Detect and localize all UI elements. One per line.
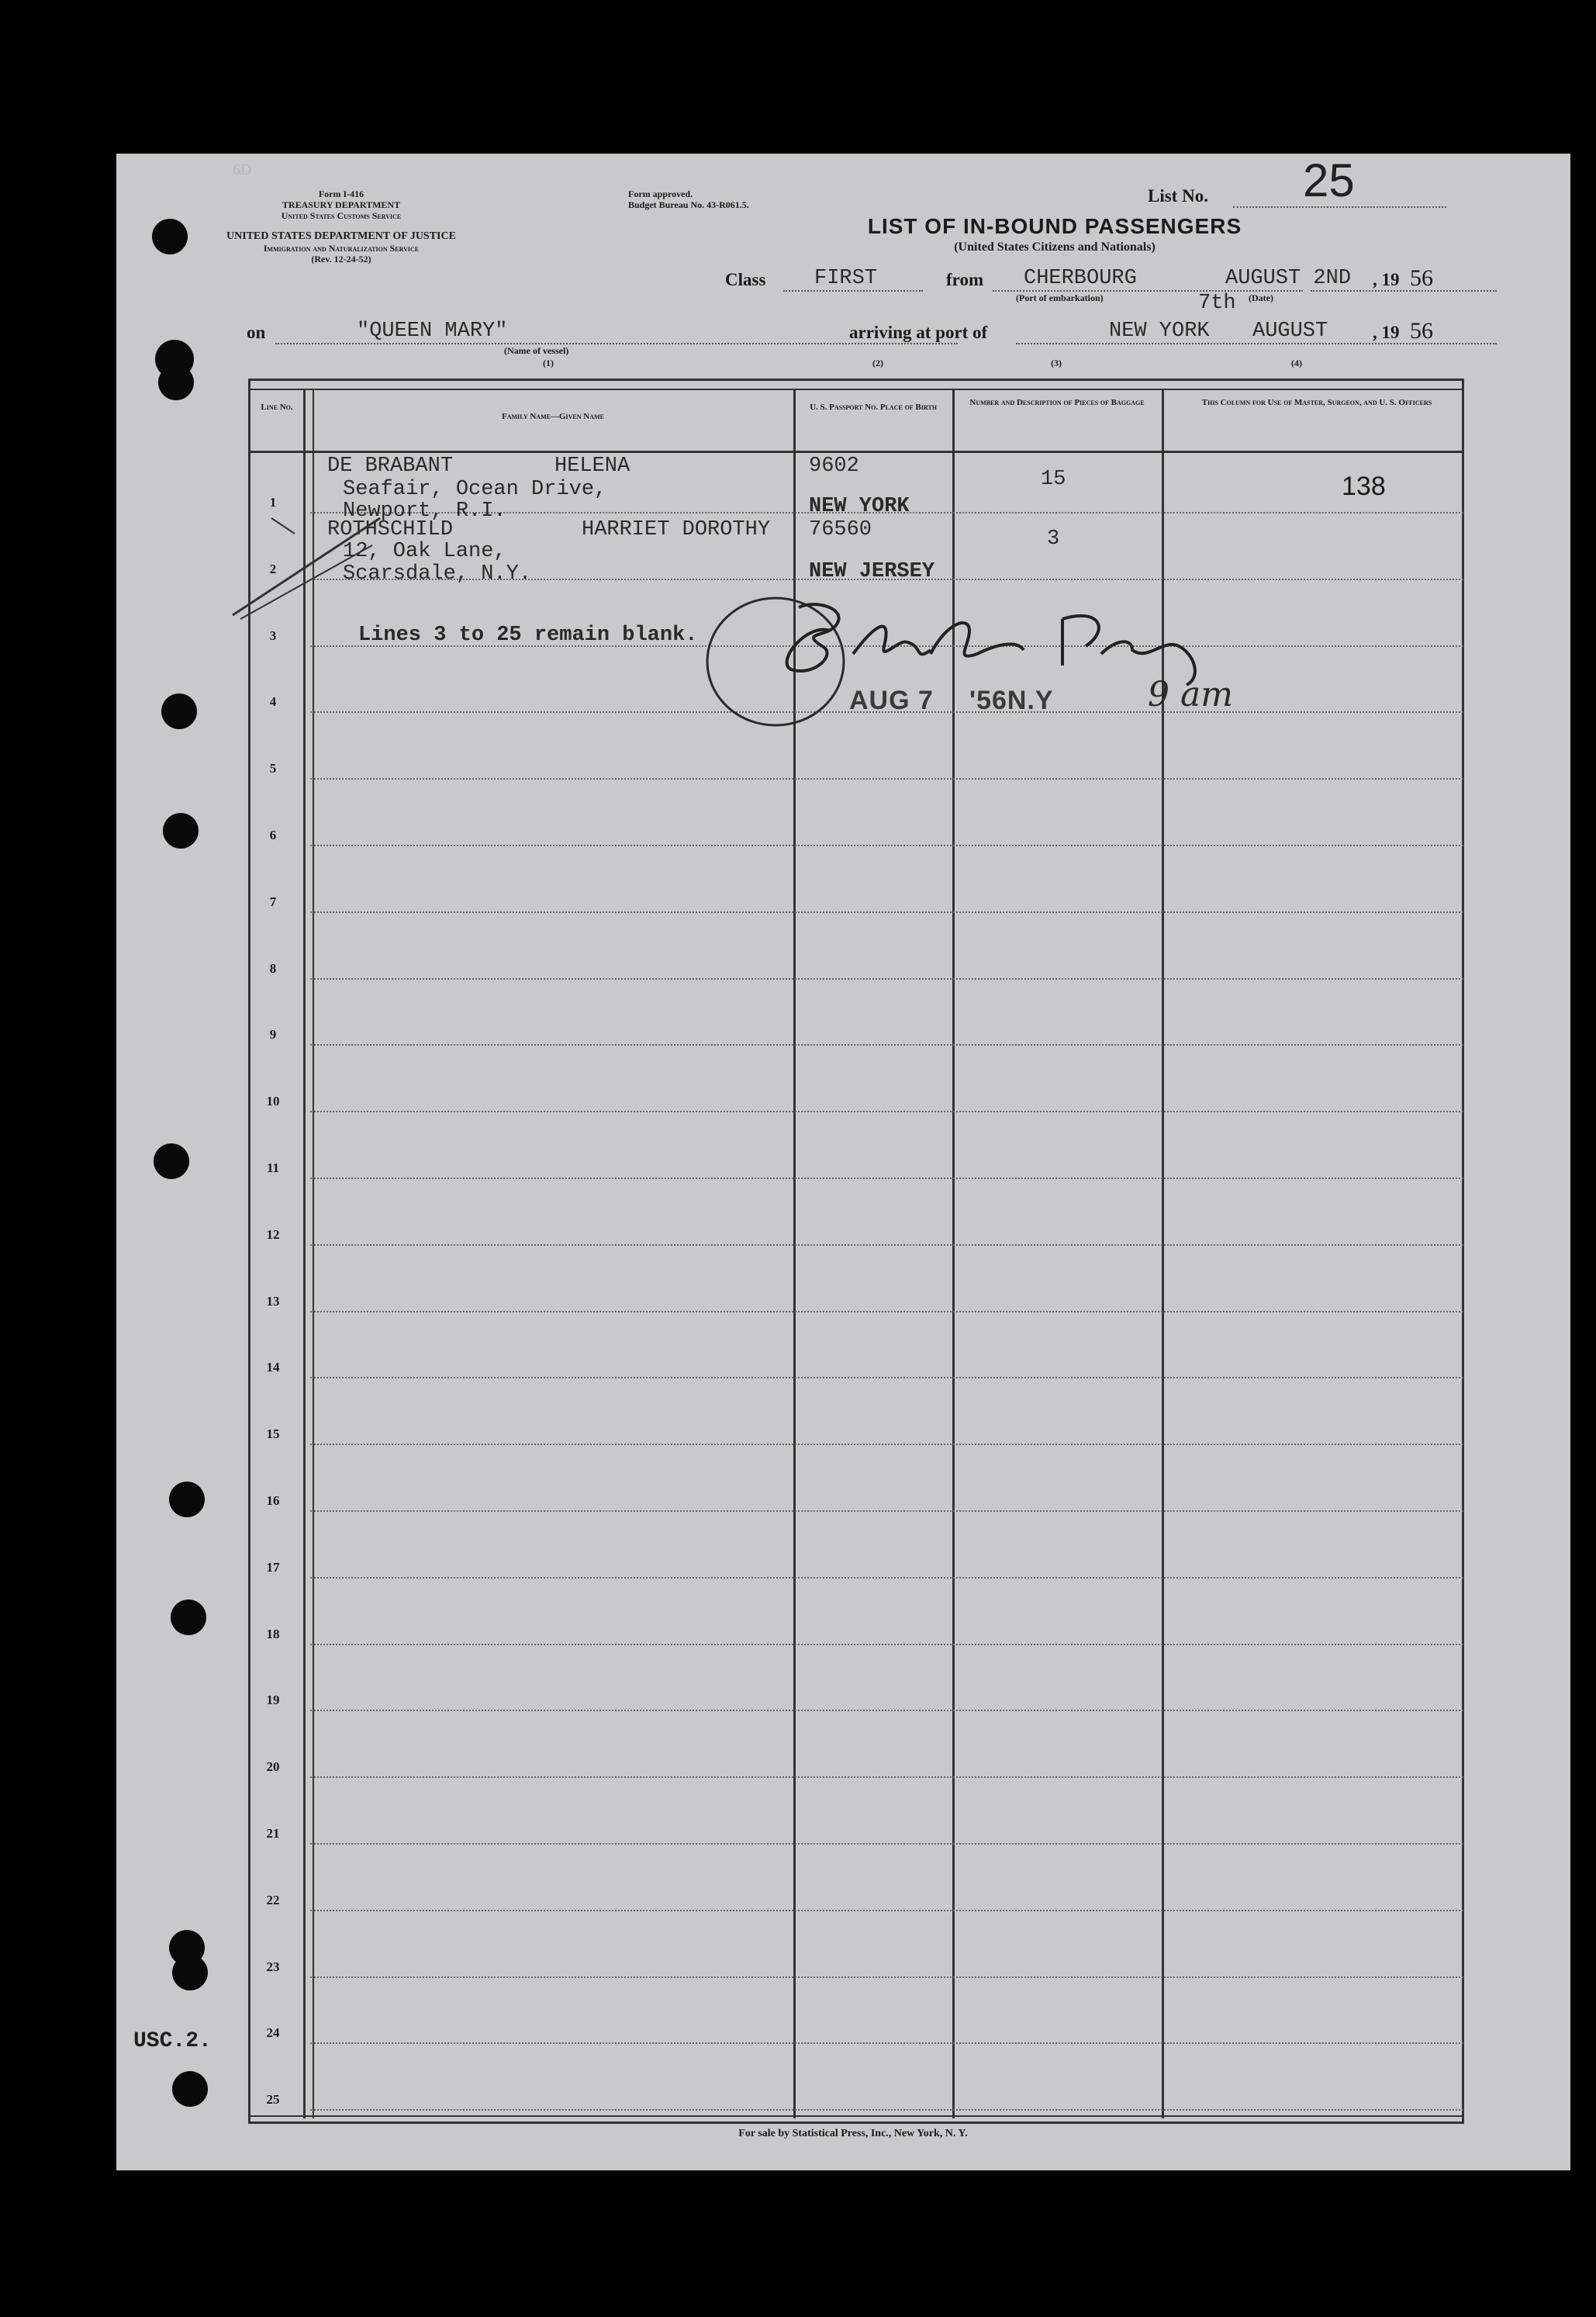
line-number: 23 xyxy=(266,1959,280,1974)
table-row-line xyxy=(310,1178,1463,1179)
vessel-name: "QUEEN MARY" xyxy=(357,320,508,343)
header-baggage: Number and Description of Pieces of Baggage xyxy=(969,398,1145,407)
binder-hole xyxy=(169,1482,205,1517)
side-label: USC.2. xyxy=(133,2029,212,2053)
table-row-line xyxy=(310,1311,1463,1312)
budget-bureau: Budget Bureau No. 43-R061.5. xyxy=(628,199,749,210)
header-officers: This Column for Use of Master, Surgeon, and U. S. Officers xyxy=(1201,398,1432,407)
arrive-month: AUGUST xyxy=(1252,320,1328,343)
line-number: 13 xyxy=(266,1293,280,1309)
arriving-label: arriving at port of xyxy=(849,323,988,342)
table-row-line xyxy=(310,1444,1463,1445)
table-row-line xyxy=(310,1577,1463,1579)
binder-hole xyxy=(172,1955,208,1990)
form-number: Form I-416 xyxy=(318,188,364,199)
form-title: LIST OF IN-BOUND PASSENGERS xyxy=(867,214,1242,238)
binder-hole xyxy=(171,1599,206,1635)
header-passport: U. S. Passport No. Place of Birth xyxy=(810,403,937,412)
line-number: 6 xyxy=(269,828,277,842)
class-line xyxy=(783,290,923,292)
passenger-2-addr1: 12, Oak Lane, xyxy=(343,540,506,563)
passenger-1-given: HELENA xyxy=(554,455,630,478)
passenger-1-birth: NEW YORK xyxy=(809,495,910,518)
line-number: 5 xyxy=(269,761,277,776)
line-number: 15 xyxy=(266,1427,280,1442)
list-no-value: 25 xyxy=(1303,154,1355,206)
binder-hole xyxy=(161,693,197,729)
date-line xyxy=(1311,290,1497,292)
col-2-caption: (2) xyxy=(872,358,883,368)
form-approved: Form approved. xyxy=(628,188,693,199)
col-4-caption: (4) xyxy=(1291,358,1302,368)
passenger-2-family: ROTHSCHILD xyxy=(327,518,454,541)
arrive-port: NEW YORK xyxy=(1109,320,1210,343)
date-caption: (Date) xyxy=(1249,292,1273,303)
port-caption: (Port of embarkation) xyxy=(1016,292,1104,303)
from-label: from xyxy=(946,270,984,289)
table-row-line xyxy=(310,1843,1463,1845)
table-row-line xyxy=(310,1044,1463,1046)
table-row-line xyxy=(310,778,1463,780)
passenger-2-passport: 76560 xyxy=(809,518,872,541)
col-divider-1b xyxy=(313,389,314,2118)
passenger-1-addr1: Seafair, Ocean Drive, xyxy=(343,478,607,501)
line-number: 24 xyxy=(266,2025,280,2041)
blank-lines-note: Lines 3 to 25 remain blank. xyxy=(358,624,698,647)
line-number: 18 xyxy=(266,1626,280,1641)
line-number: 3 xyxy=(269,628,277,643)
line-number: 11 xyxy=(266,1160,280,1175)
line-number: 10 xyxy=(266,1094,280,1109)
year-prefix-1: , 19 xyxy=(1373,270,1400,289)
manifest-page xyxy=(116,154,1570,2170)
col-3-caption: (3) xyxy=(1051,358,1062,368)
table-row-line xyxy=(310,1910,1463,1911)
ins-service: Immigration and Naturalization Service xyxy=(263,243,420,254)
col-divider-1 xyxy=(303,389,306,2118)
table-row-line xyxy=(310,2109,1463,2111)
list-no-label: List No. xyxy=(1148,186,1208,206)
passenger-2-birth: NEW JERSEY xyxy=(809,560,935,583)
table-row-line xyxy=(310,845,1463,846)
table-row-line xyxy=(310,1776,1463,1778)
passenger-1-passport: 9602 xyxy=(809,455,859,478)
line-number: 14 xyxy=(266,1360,280,1375)
class-value: FIRST xyxy=(814,267,878,290)
table-row-line xyxy=(310,978,1463,980)
binder-hole xyxy=(172,2071,208,2107)
line-number: 7 xyxy=(269,894,277,909)
year-value-1: 56 xyxy=(1410,265,1433,291)
passenger-2-addr2: Scarsdale, N.Y. xyxy=(343,562,532,586)
line-number: 19 xyxy=(266,1693,280,1708)
line-number: 12 xyxy=(266,1226,280,1242)
table-row-line xyxy=(310,1710,1463,1711)
passenger-2-given: HARRIET DOROTHY xyxy=(582,518,771,541)
corner-mark: 6D xyxy=(233,161,252,178)
passenger-2-baggage: 3 xyxy=(1047,527,1060,551)
table-bottom-rule xyxy=(250,2115,1462,2117)
table-row-line xyxy=(310,1377,1463,1378)
line-number: 8 xyxy=(269,960,277,976)
customs-service: United States Customs Service xyxy=(281,210,402,221)
header-rule xyxy=(250,451,1462,453)
from-value: CHERBOURG xyxy=(1024,267,1137,290)
arrive-day: 7th xyxy=(1198,292,1236,315)
line-number: 17 xyxy=(266,1559,280,1575)
year-value-2: 56 xyxy=(1410,318,1433,344)
class-label: Class xyxy=(725,270,766,289)
depart-date: AUGUST 2ND xyxy=(1225,267,1352,290)
treasury-dept: TREASURY DEPARTMENT xyxy=(282,199,401,210)
table-top-rule xyxy=(250,389,1462,390)
from-line xyxy=(993,290,1303,292)
binder-hole xyxy=(163,813,199,849)
line-number: 20 xyxy=(266,1759,280,1775)
year-prefix-2: , 19 xyxy=(1373,323,1400,342)
table-row-line xyxy=(310,2042,1463,2044)
line-number: 2 xyxy=(269,561,277,576)
binder-hole xyxy=(154,1143,189,1179)
line-number: 9 xyxy=(269,1027,277,1043)
cancel-strokes xyxy=(225,479,396,627)
line-number: 1 xyxy=(269,495,277,510)
stamp-time: 9 am xyxy=(1148,675,1233,714)
table-row-line xyxy=(310,911,1463,913)
binder-hole xyxy=(152,219,188,254)
header-name: Family Name—Given Name xyxy=(502,412,604,421)
stamp-date: AUG 7 xyxy=(849,686,934,715)
table-row-line xyxy=(310,1510,1463,1512)
table-row-line xyxy=(310,1244,1463,1246)
form-subtitle: (United States Citizens and Nationals) xyxy=(954,240,1156,254)
revision: (Rev. 12-24-52) xyxy=(311,254,371,265)
passenger-1-family: DE BRABANT xyxy=(327,455,454,478)
passenger-1-addr2: Newport, R.I. xyxy=(343,500,506,523)
col-1-caption: (1) xyxy=(543,358,554,368)
footer-printer: For sale by Statistical Press, Inc., New York, N. Y. xyxy=(738,2128,968,2139)
line-number: 16 xyxy=(266,1493,280,1508)
vessel-caption: (Name of vessel) xyxy=(504,345,569,356)
passenger-1-baggage: 15 xyxy=(1041,468,1066,491)
table-row-line xyxy=(310,1976,1463,1978)
justice-dept: UNITED STATES DEPARTMENT OF JUSTICE xyxy=(226,230,456,242)
header-line-no: Line No. xyxy=(261,403,293,412)
line-number: 4 xyxy=(269,694,277,710)
on-label: on xyxy=(247,323,266,342)
table-row-line xyxy=(310,1111,1463,1112)
inspector-signature xyxy=(698,576,1435,755)
stamp-year-port: '56N.Y xyxy=(969,686,1054,715)
table-row-line xyxy=(310,1644,1463,1645)
line-number: 25 xyxy=(266,2092,280,2108)
line-number: 21 xyxy=(266,1826,280,1841)
vessel-line xyxy=(275,343,958,344)
passenger-1-officer-count: 138 xyxy=(1342,472,1386,501)
line-number: 22 xyxy=(266,1892,280,1907)
binder-hole xyxy=(158,365,194,400)
